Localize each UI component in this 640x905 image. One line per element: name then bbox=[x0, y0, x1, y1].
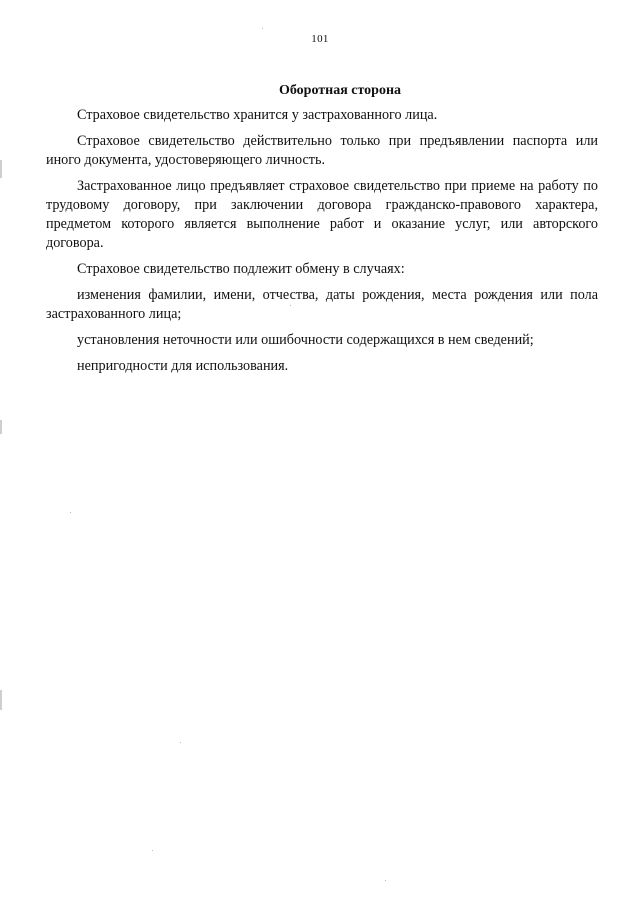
scan-margin-mark bbox=[0, 690, 2, 710]
scan-margin-mark bbox=[0, 160, 2, 178]
scan-margin-mark bbox=[0, 420, 2, 434]
scan-speck bbox=[262, 28, 263, 29]
scan-speck bbox=[385, 880, 386, 881]
paragraph-storage: Страховое свидетельство хранится у застрахованного лица. bbox=[77, 107, 438, 123]
paragraph-presentation: Застрахованное лицо предъявляет страховое свидетельство при приеме на работу по трудовому договору, при заключении договора гражданско-правового характера, предметом которого является выполнение работ и оказание услуг, или авторского договора. bbox=[46, 178, 598, 251]
page-number: 101 bbox=[311, 33, 329, 45]
list-item-inaccuracy: установления неточности или ошибочности содержащихся в нем сведений; bbox=[77, 332, 534, 348]
list-item-unusable: непригодности для использования. bbox=[77, 358, 289, 374]
scan-speck bbox=[70, 512, 71, 513]
document-body bbox=[46, 106, 598, 383]
list-item-name-change: изменения фамилии, имени, отчества, даты рождения, места рождения или пола застрахованного лица; bbox=[46, 287, 598, 322]
section-title: Оборотная сторона bbox=[278, 83, 402, 98]
scan-speck bbox=[180, 742, 181, 743]
paragraph-exchange-intro: Страховое свидетельство подлежит обмену в случаях: bbox=[77, 261, 405, 277]
paragraph-validity: Страховое свидетельство действительно только при предъявлении паспорта или иного документа, удостоверяющего личность. bbox=[46, 133, 598, 168]
scan-speck bbox=[152, 850, 153, 851]
